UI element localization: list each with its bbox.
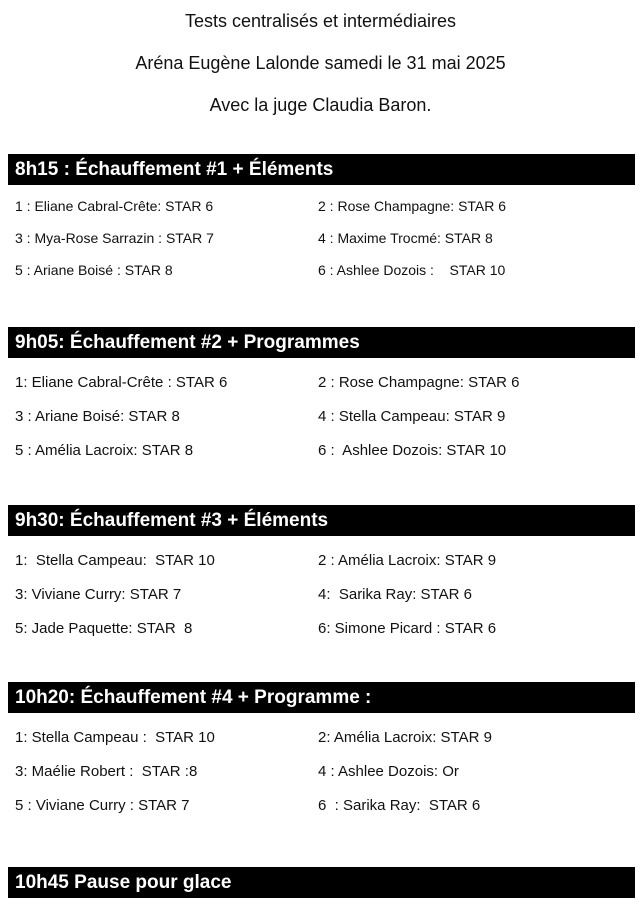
skater-entry: 5 : Viviane Curry : STAR 7	[15, 797, 190, 814]
header-judge: Avec la juge Claudia Baron.	[209, 95, 432, 115]
skater-entry: 2 : Rose Champagne: STAR 6	[318, 374, 520, 391]
section-title: 9h05: Échauffement #2 + Programmes	[8, 327, 635, 358]
skater-entry: 5 : Amélia Lacroix: STAR 8	[15, 442, 194, 459]
skater-entry: 5 : Ariane Boisé : STAR 8	[15, 262, 173, 278]
skater-entry: 6: Simone Picard : STAR 6	[318, 620, 497, 637]
skater-entry: 2 : Rose Champagne: STAR 6	[318, 198, 507, 214]
section-title: 10h20: Échauffement #4 + Programme :	[8, 682, 635, 713]
section-ice-break	[8, 867, 635, 898]
skater-entry: 3: Viviane Curry: STAR 7	[15, 586, 182, 603]
skater-entry: 1 : Eliane Cabral-Crête: STAR 6	[15, 198, 214, 214]
section-warmup-4	[8, 682, 635, 823]
skater-entry: 5: Jade Paquette: STAR 8	[15, 620, 193, 637]
skater-entry: 6 : Ashlee Dozois : STAR 10	[318, 262, 506, 278]
skater-entry: 1: Eliane Cabral-Crête : STAR 6	[15, 374, 228, 391]
skater-entry: 4 : Maxime Trocmé: STAR 8	[318, 230, 493, 246]
skater-entry: 4 : Ashlee Dozois: Or	[318, 763, 459, 780]
skater-entry: 4: Sarika Ray: STAR 6	[318, 586, 472, 603]
section-warmup-1	[8, 154, 635, 286]
skater-entry: 6 : Ashlee Dozois: STAR 10	[318, 442, 507, 459]
header-venue-date: Aréna Eugène Lalonde samedi le 31 mai 2025	[135, 53, 506, 73]
section-warmup-3	[8, 505, 635, 646]
section-title: 8h15 : Échauffement #1 + Éléments	[8, 154, 635, 185]
section-warmup-2	[8, 327, 635, 468]
section-title: 9h30: Échauffement #3 + Éléments	[8, 505, 635, 536]
skater-entry: 1: Stella Campeau : STAR 10	[15, 729, 215, 746]
skater-entry: 4 : Stella Campeau: STAR 9	[318, 408, 506, 425]
skater-entry: 3: Maélie Robert : STAR :8	[15, 763, 198, 780]
section-title: 10h45 Pause pour glace	[8, 867, 635, 898]
header-title: Tests centralisés et intermédiaires	[184, 11, 457, 31]
skater-entry: 6 : Sarika Ray: STAR 6	[318, 797, 481, 814]
skater-entry: 1: Stella Campeau: STAR 10	[15, 552, 215, 569]
skater-entry: 2: Amélia Lacroix: STAR 9	[318, 729, 492, 746]
skater-entry: 2 : Amélia Lacroix: STAR 9	[318, 552, 497, 569]
skater-entry: 3 : Mya-Rose Sarrazin : STAR 7	[15, 230, 214, 246]
document-header	[0, 0, 641, 126]
skater-entry: 3 : Ariane Boisé: STAR 8	[15, 408, 180, 425]
